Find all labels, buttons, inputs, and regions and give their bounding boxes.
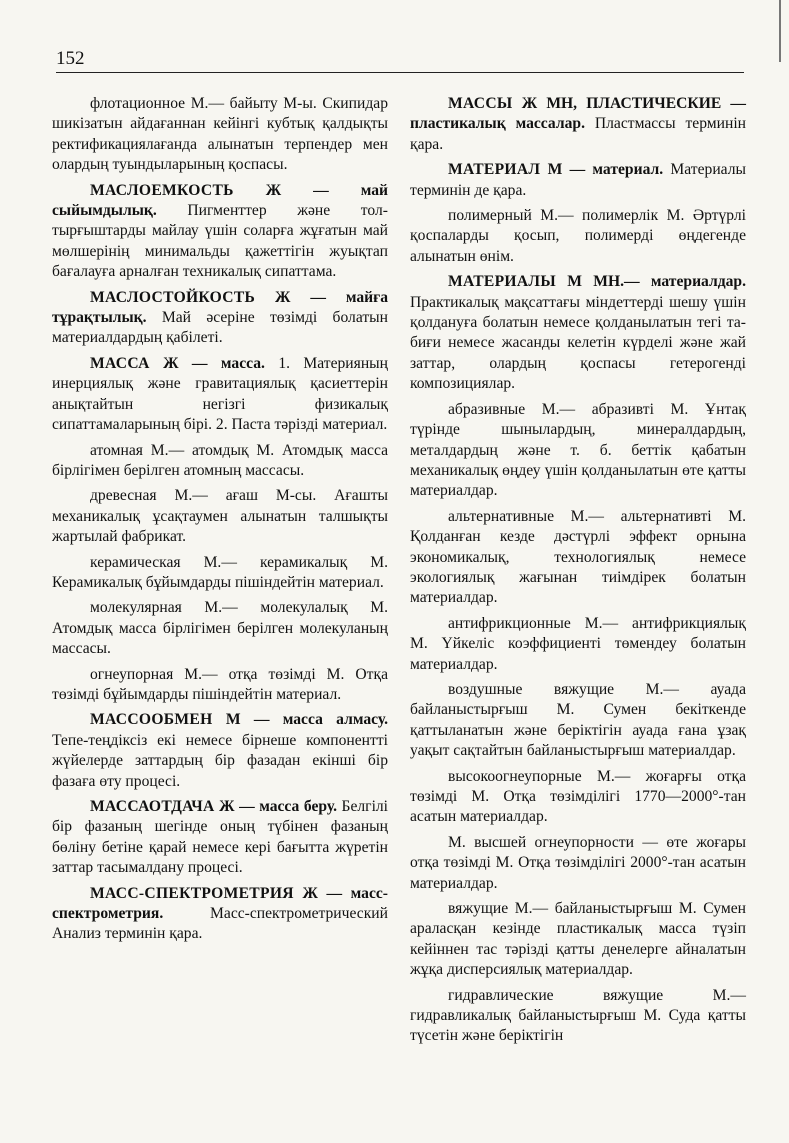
dictionary-entry [52,797,388,879]
entry-definition: абразивные М.— абразивті М. Ұнтақ түрінде шынылардың, минералдардың, металдардың және т. б. беттік қабатын механикалық өңдеу үшін қолданылатын өте қатты материалдар. [410,400,746,500]
dictionary-entry [52,884,388,945]
entry-definition: альтернативные М.— альтернативті М. Қолданған кезде дәстүрлі эффект орнына экономикалық, технологиялық немесе экологиялық жағынан тиімдірек болатын материалдар. [410,507,746,607]
dictionary-entry [410,680,746,762]
page-number: 152 [56,48,85,69]
dictionary-entry [410,899,746,981]
entry-headword: МАТЕРИАЛЫ [448,273,556,291]
entry-headword: МАССООБМЕН [90,711,213,729]
entry-definition: вяжущие М.— байланыстырғыш М. Сумен араласқан кезінде пластикалық масса түзіп кейіннен тас тәрізді қатты денелерге айналатын жұқа дисперсиялық материалдар. [410,900,746,979]
entry-translation: Ж МН, ПЛАСТИЧЕСКИЕ — пластикалық массалар. [410,95,746,133]
dictionary-entry [52,710,388,792]
entry-translation: М — масса алмасу. [225,711,388,729]
entry-headword: МАТЕРИАЛ [448,161,541,179]
edge-mark [779,0,781,62]
right-column [410,94,746,1052]
dictionary-entry [52,354,388,436]
entry-definition: 1. Материяның инерциялық және гравитациялық қасиеттерін анықтайтын негізгі физикалық сипаттамаларының бірі. 2. Паста тәрізді материал. [52,354,388,434]
entry-definition: керамическая М.— керамикалық М. Керамикалық бұйымдарды пішіндейтін материал. [52,553,388,591]
dictionary-entry [410,400,746,502]
entry-translation: М МН.— материалдар. [567,273,746,291]
dictionary-entry [52,181,388,283]
entry-headword: МАССЫ [448,95,513,112]
dictionary-entry [52,441,388,482]
entry-definition: полимерный М.— полимерлік М. Әртүрлі қоспаларды қосып, полимерді өңдегенде алынатын өнім. [410,207,746,265]
entry-definition: Пластмассы терминін қара. [410,115,746,153]
dictionary-entry [410,272,746,394]
dictionary-entry [52,288,388,349]
dictionary-entry [52,553,388,594]
entry-translation: Ж — масса беру. [219,798,337,815]
dictionary-entry [52,94,388,176]
entry-headword: МАСЛОСТОЙКОСТЬ [90,288,256,306]
dictionary-entry [410,507,746,609]
entry-definition: Белгілі бір фазаның шегінде оның түбінен фазаның бөліну бетіне қарай немесе кері бағытта жүретін заттар тасымалдану процесі. [52,798,389,877]
entry-definition: Масс-спектрометрический Анализ терминін қара. [52,905,388,943]
dictionary-entry [410,94,746,155]
dictionary-entry [52,598,388,659]
dictionary-entry [410,833,746,894]
dictionary-entry [52,486,388,547]
entry-definition: флотационное М.— байыту М-ы. Скипидар шикізатын айдағаннан кейінгі кубтық қалдықты ректификациялағанда алынатын терпендер мен олардың туындыларының қоспасы. [52,95,388,174]
entry-headword: МАССА [90,354,150,372]
entry-translation: М — материал. [547,161,664,179]
dictionary-entry [410,206,746,267]
entry-definition: Пигменттер және толтырғыштарды майлау үшін соларға жұғатын май мөлшерінің минимальды қажеттігін жуықтап бағалауға арналған техникалық сипаттама. [52,202,388,281]
entry-definition: М. высшей огнеупорности — өте жоғары отқа төзімді М. Отқа төзімділігі 2000°-тан асатын материалдар. [410,833,746,892]
entry-definition: атомная М.— атомдық М. Атомдық масса бірлігімен берілген атомның массасы. [52,441,388,479]
entry-headword: МАСС-СПЕКТРОМЕТРИЯ [90,884,294,902]
dictionary-entry [410,614,746,675]
header-rule [56,72,744,73]
entry-definition: гидравлические вяжущие М.— гидравликалық байланыстырғыш М. Суда қатты түсетін және беріктігін [410,986,746,1045]
entry-definition: Практикалық мақсаттағы міндеттерді шешу үшін қолдануға болатын немесе қолданылатын тегі табиғи немесе жасанды келетін күрделі және жай заттар, олардың қоспасы гетерогенді композициялар. [410,293,746,393]
dictionary-entry [410,767,746,828]
entry-definition: антифрикционные М.— антифрикциялық М. Үйкеліс коэффициенті төмендеу болатын материалдар. [410,614,746,673]
entry-definition: древесная М.— ағаш М-сы. Ағашты механикалық ұсақтаумен алынатын талшықты жартылай фабрикат. [52,487,388,546]
entry-definition: воздушные вяжущие М.— ауада байланыстырғыш М. Сумен бекіткенде қаттыланатын және беріктігін ауада ғана ұзақ уақыт сақтайтын байланыстырғыш материалдар. [410,680,746,760]
entry-definition: огнеупорная М.— отқа төзімді М. Отқа төзімді бұйымдарды пішіндейтін материал. [52,665,388,703]
left-column [52,94,388,950]
entry-translation: Ж — май сыйымдылық. [52,181,389,220]
dictionary-entry [52,665,388,706]
entry-definition: молекулярная М.— молекулалық М. Атомдық масса бірлігімен берілген молекуланың массасы. [52,599,388,658]
entry-headword: МАССАОТДАЧА [90,798,215,815]
dictionary-entry [410,986,746,1047]
entry-definition: Материалы терминін де қара. [410,161,746,199]
entry-definition: Май әсеріне төзімді болатын материалдардың қабілеті. [52,309,388,347]
entry-definition: Тепе-теңдіксіз екі немесе бірнеше компонентті жүйелерде заттардың бір фазадан екінші бір фазаға өту процесі. [52,731,388,790]
entry-definition: высокоогнеупорные М.— жоғарғы отқа төзімді М. Отқа төзімділігі 1770—2000°-тан асатын материалдар. [410,767,746,826]
entry-translation: Ж — масса. [163,354,265,372]
entry-headword: МАСЛОЕМКОСТЬ [90,181,234,199]
entry-translation: Ж — майға тұрақтылық. [52,288,388,327]
entry-translation: Ж — масс-спектрометрия. [52,884,388,923]
dictionary-entry [410,160,746,201]
